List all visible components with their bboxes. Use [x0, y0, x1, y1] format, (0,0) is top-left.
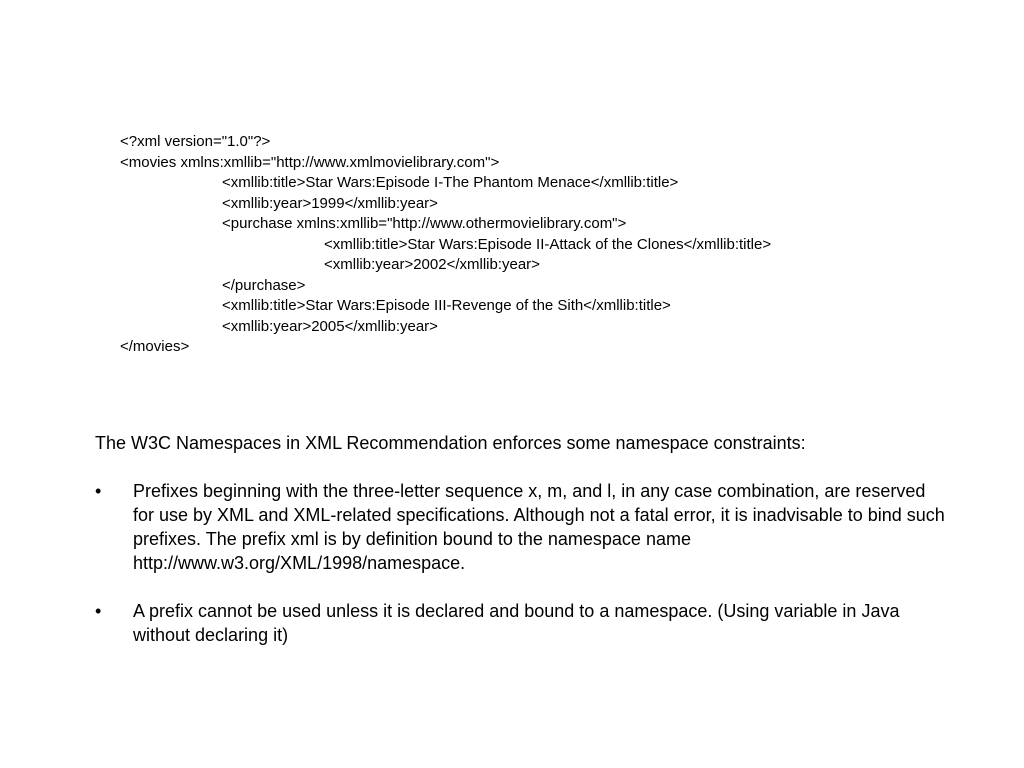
- bullet-text: A prefix cannot be used unless it is declared and bound to a namespace. (Using variable in Java without declaring it): [133, 601, 900, 645]
- code-line: <purchase xmlns:xmllib="http://www.othermovielibrary.com">: [222, 215, 627, 232]
- list-item: [95, 599, 945, 647]
- bullet-icon: •: [95, 601, 102, 621]
- code-line: <?xml version="1.0"?>: [120, 133, 271, 150]
- bullet-text: Prefixes beginning with the three-letter sequence x, m, and l, in any case combination, are reserved for use by XML and XML-related specifications. Although not a fatal error, it is inadvisable to bind such prefixes. The prefix xml is by definition bound to the namespace name http://www.w3.org/XML/1998/namespace.: [133, 481, 945, 573]
- code-line: <xmllib:title>Star Wars:Episode III-Revenge of the Sith</xmllib:title>: [222, 297, 671, 314]
- bullet-icon: •: [95, 481, 102, 501]
- code-line: </movies>: [120, 338, 190, 355]
- constraint-list: [95, 479, 945, 671]
- code-line: <xmllib:year>2002</xmllib:year>: [324, 256, 540, 273]
- code-line: <xmllib:year>2005</xmllib:year>: [222, 317, 438, 335]
- code-line: <xmllib:title>Star Wars:Episode I-The Phantom Menace</xmllib:title>: [222, 174, 679, 191]
- code-line: <movies xmlns:xmllib="http://www.xmlmovielibrary.com">: [120, 153, 500, 171]
- xml-code-block: [120, 132, 980, 358]
- code-line: <xmllib:title>Star Wars:Episode II-Attack of the Clones</xmllib:title>: [324, 235, 772, 253]
- intro-paragraph: The W3C Namespaces in XML Recommendation enforces some namespace constraints:: [95, 433, 806, 453]
- code-line: <xmllib:year>1999</xmllib:year>: [222, 194, 438, 212]
- list-item: [95, 479, 945, 575]
- code-line: </purchase>: [222, 276, 306, 294]
